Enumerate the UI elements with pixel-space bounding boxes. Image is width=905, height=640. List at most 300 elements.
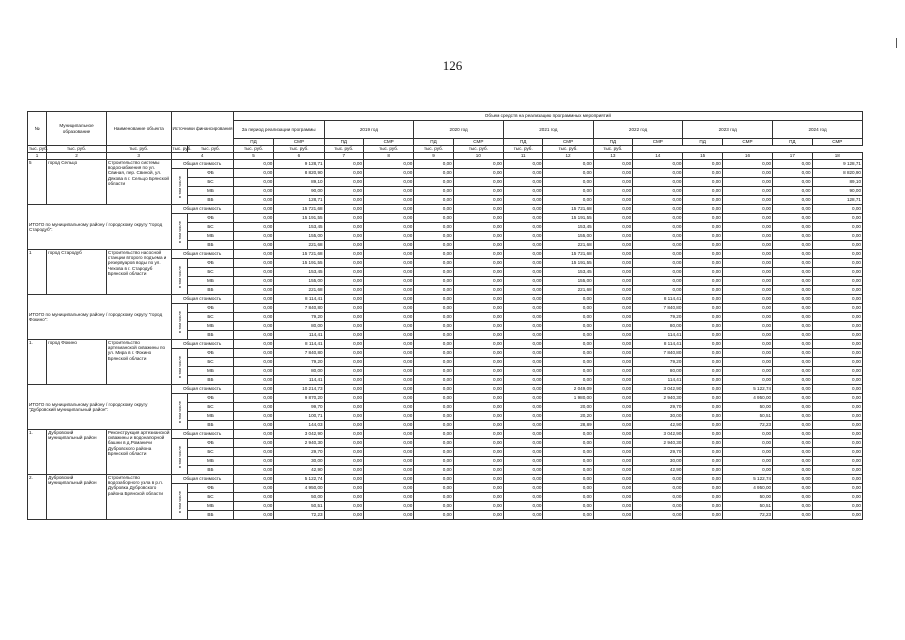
value-cell: 0,00: [683, 367, 722, 376]
value-cell: 114,41: [633, 331, 683, 340]
funding-source: МБ: [188, 232, 233, 241]
header-year-2020: 2020 год: [414, 121, 504, 139]
value-cell: 0,00: [773, 313, 812, 322]
header-year-2023: 2023 год: [683, 121, 773, 139]
value-cell: 0,00: [324, 376, 363, 385]
value-cell: 0,00: [324, 205, 363, 214]
value-cell: 0,00: [593, 367, 632, 376]
value-cell: 0,00: [233, 421, 274, 430]
value-cell: 0,00: [773, 250, 812, 259]
value-cell: 0,00: [503, 259, 542, 268]
funding-source: МБ: [188, 412, 233, 421]
value-cell: 0,00: [543, 178, 593, 187]
value-cell: 50,51: [722, 412, 772, 421]
value-cell: 0,00: [773, 367, 812, 376]
value-cell: 0,00: [364, 511, 414, 520]
table-row: [28, 250, 863, 259]
funding-source: МБ: [188, 277, 233, 286]
value-cell: 0,00: [233, 187, 274, 196]
value-cell: 0,00: [722, 232, 772, 241]
value-cell: 0,00: [453, 448, 503, 457]
value-cell: 0,00: [324, 295, 363, 304]
value-cell: 0,00: [364, 448, 414, 457]
value-cell: 0,00: [593, 484, 632, 493]
header-year-2022: 2022 год: [593, 121, 683, 139]
row-number: 1.: [28, 430, 47, 475]
value-cell: 0,00: [503, 412, 542, 421]
value-cell: 0,00: [324, 223, 363, 232]
value-cell: 0,00: [722, 457, 772, 466]
incl-label: в том числе: [171, 394, 188, 430]
value-cell: 0,00: [364, 313, 414, 322]
value-cell: 0,00: [364, 403, 414, 412]
value-cell: 89,10: [812, 178, 862, 187]
value-cell: 3 042,90: [633, 385, 683, 394]
value-cell: 8 114,41: [274, 295, 324, 304]
value-cell: 0,00: [683, 421, 722, 430]
value-cell: 0,00: [593, 268, 632, 277]
value-cell: 4 950,00: [274, 484, 324, 493]
value-cell: 0,00: [683, 277, 722, 286]
value-cell: 0,00: [233, 160, 274, 169]
funding-source: БС: [188, 223, 233, 232]
value-cell: 0,00: [414, 502, 453, 511]
total-cost-label: Общая стоимость: [171, 250, 233, 259]
value-cell: 0,00: [503, 169, 542, 178]
value-cell: 0,00: [593, 196, 632, 205]
value-cell: 0,00: [453, 259, 503, 268]
value-cell: 0,00: [722, 178, 772, 187]
value-cell: 0,00: [453, 205, 503, 214]
value-cell: 0,00: [324, 196, 363, 205]
value-cell: 4 950,00: [722, 394, 772, 403]
value-cell: 0,00: [453, 313, 503, 322]
value-cell: 0,00: [593, 466, 632, 475]
value-cell: 0,00: [364, 232, 414, 241]
value-cell: 2 940,30: [274, 439, 324, 448]
column-number: 11: [503, 153, 542, 160]
value-cell: 0,00: [633, 187, 683, 196]
header-pd: ПД: [683, 139, 722, 146]
value-cell: 0,00: [364, 187, 414, 196]
value-cell: 0,00: [364, 331, 414, 340]
value-cell: 0,00: [593, 295, 632, 304]
value-cell: 0,00: [324, 268, 363, 277]
value-cell: 0,00: [722, 259, 772, 268]
value-cell: 0,00: [453, 214, 503, 223]
value-cell: 0,00: [233, 376, 274, 385]
value-cell: 0,00: [414, 187, 453, 196]
value-cell: 0,00: [453, 304, 503, 313]
value-cell: 0,00: [453, 475, 503, 484]
funding-source: БС: [188, 493, 233, 502]
value-cell: 0,00: [683, 502, 722, 511]
value-cell: 0,00: [593, 232, 632, 241]
value-cell: 0,00: [453, 232, 503, 241]
municipality-name: Дубровский муниципальный район: [47, 475, 107, 520]
value-cell: 0,00: [812, 439, 862, 448]
value-cell: 30,00: [274, 457, 324, 466]
value-cell: 0,00: [543, 484, 593, 493]
value-cell: 0,00: [812, 394, 862, 403]
value-cell: 0,00: [683, 295, 722, 304]
value-cell: 0,00: [453, 295, 503, 304]
value-cell: 0,00: [324, 412, 363, 421]
value-cell: 0,00: [812, 250, 862, 259]
value-cell: 0,00: [414, 178, 453, 187]
value-cell: 0,00: [414, 313, 453, 322]
value-cell: 7 840,80: [274, 304, 324, 313]
table-row: [28, 160, 863, 169]
value-cell: 0,00: [773, 385, 812, 394]
value-cell: 0,00: [812, 385, 862, 394]
value-cell: 0,00: [414, 223, 453, 232]
value-cell: 0,00: [503, 286, 542, 295]
value-cell: 0,00: [593, 349, 632, 358]
header-smr: СМР: [633, 139, 683, 146]
value-cell: 0,00: [683, 385, 722, 394]
value-cell: 0,00: [633, 268, 683, 277]
value-cell: 0,00: [722, 376, 772, 385]
value-cell: 0,00: [593, 313, 632, 322]
value-cell: 15 191,55: [543, 214, 593, 223]
value-cell: 9 870,20: [274, 394, 324, 403]
value-cell: 0,00: [683, 241, 722, 250]
value-cell: 0,00: [683, 493, 722, 502]
value-cell: 0,00: [233, 466, 274, 475]
header-no: №: [28, 112, 47, 146]
value-cell: 0,00: [812, 322, 862, 331]
value-cell: 0,00: [633, 178, 683, 187]
value-cell: 0,00: [683, 250, 722, 259]
value-cell: 15 191,55: [274, 214, 324, 223]
value-cell: 0,00: [233, 214, 274, 223]
value-cell: 1 980,00: [543, 394, 593, 403]
value-cell: 0,00: [233, 322, 274, 331]
value-cell: 0,00: [414, 259, 453, 268]
municipality-name: Дубровский муниципальный район: [47, 430, 107, 475]
value-cell: 0,00: [633, 232, 683, 241]
value-cell: 0,00: [812, 493, 862, 502]
value-cell: 0,00: [722, 448, 772, 457]
column-number: 18: [812, 153, 862, 160]
value-cell: 0,00: [773, 304, 812, 313]
value-cell: 0,00: [453, 169, 503, 178]
value-cell: 2 940,30: [633, 439, 683, 448]
value-cell: 0,00: [503, 367, 542, 376]
value-cell: 15 191,55: [274, 259, 324, 268]
value-cell: 114,41: [274, 376, 324, 385]
value-cell: 0,00: [633, 475, 683, 484]
municipality-name: город Стародуб: [47, 250, 107, 295]
incl-label: в том числе: [171, 349, 188, 385]
funding-source: ВБ: [188, 241, 233, 250]
value-cell: 0,00: [503, 376, 542, 385]
funding-source: ВБ: [188, 331, 233, 340]
value-cell: 72,23: [722, 421, 772, 430]
value-cell: 0,00: [324, 511, 363, 520]
value-cell: 0,00: [503, 331, 542, 340]
total-cost-label: Общая стоимость: [171, 385, 233, 394]
value-cell: 0,00: [773, 430, 812, 439]
value-cell: 0,00: [593, 421, 632, 430]
value-cell: 0,00: [233, 511, 274, 520]
value-cell: 0,00: [453, 322, 503, 331]
value-cell: 0,00: [683, 376, 722, 385]
value-cell: 0,00: [453, 196, 503, 205]
value-cell: 0,00: [233, 313, 274, 322]
value-cell: 72,23: [274, 511, 324, 520]
value-cell: 0,00: [453, 268, 503, 277]
value-cell: 0,00: [364, 259, 414, 268]
value-cell: 0,00: [543, 466, 593, 475]
value-cell: 0,00: [233, 403, 274, 412]
value-cell: 0,00: [453, 331, 503, 340]
value-cell: 0,00: [324, 439, 363, 448]
value-cell: 90,00: [274, 187, 324, 196]
value-cell: 0,00: [324, 187, 363, 196]
header-pd: ПД: [773, 139, 812, 146]
value-cell: 0,00: [414, 304, 453, 313]
value-cell: 0,00: [722, 358, 772, 367]
value-cell: 0,00: [364, 394, 414, 403]
value-cell: 0,00: [364, 205, 414, 214]
value-cell: 0,00: [414, 412, 453, 421]
value-cell: 0,00: [812, 304, 862, 313]
value-cell: 0,00: [233, 286, 274, 295]
value-cell: 0,00: [414, 430, 453, 439]
value-cell: 79,20: [274, 313, 324, 322]
value-cell: 0,00: [503, 448, 542, 457]
header-group-title: Объем средств на реализацию программных мероприятий: [233, 112, 862, 121]
value-cell: 0,00: [593, 376, 632, 385]
value-cell: 155,00: [274, 232, 324, 241]
funding-source: БС: [188, 358, 233, 367]
value-cell: 15 721,68: [543, 205, 593, 214]
value-cell: 0,00: [503, 493, 542, 502]
value-cell: 0,00: [233, 205, 274, 214]
value-cell: 0,00: [364, 376, 414, 385]
value-cell: 221,68: [543, 286, 593, 295]
value-cell: 0,00: [722, 277, 772, 286]
value-cell: 0,00: [633, 205, 683, 214]
value-cell: 0,00: [414, 466, 453, 475]
incl-label: в том числе: [171, 259, 188, 295]
value-cell: 0,00: [503, 304, 542, 313]
value-cell: 0,00: [683, 322, 722, 331]
value-cell: 0,00: [543, 169, 593, 178]
object-name: Строительство водозаборного узла в р.п. Дубровка Дубровского района Брянской области: [106, 475, 171, 520]
header-year-2024: 2024 год: [773, 121, 863, 139]
value-cell: 0,00: [414, 277, 453, 286]
value-cell: 0,00: [722, 241, 772, 250]
value-cell: 0,00: [233, 259, 274, 268]
funding-source: БС: [188, 313, 233, 322]
value-cell: 0,00: [722, 214, 772, 223]
value-cell: 0,00: [414, 340, 453, 349]
value-cell: 0,00: [503, 223, 542, 232]
value-cell: 90,00: [812, 187, 862, 196]
value-cell: 0,00: [233, 484, 274, 493]
value-cell: 0,00: [543, 502, 593, 511]
value-cell: 0,00: [543, 313, 593, 322]
value-cell: 0,00: [233, 430, 274, 439]
value-cell: 0,00: [773, 340, 812, 349]
header-unit-row: [28, 146, 863, 153]
header-unit: тыс. руб.: [106, 146, 171, 153]
value-cell: 0,00: [683, 205, 722, 214]
value-cell: 50,51: [274, 502, 324, 511]
value-cell: 0,00: [683, 466, 722, 475]
header-smr: СМР: [722, 139, 772, 146]
value-cell: 0,00: [364, 349, 414, 358]
value-cell: 0,00: [543, 295, 593, 304]
value-cell: 0,00: [233, 241, 274, 250]
value-cell: 144,03: [274, 421, 324, 430]
value-cell: 0,00: [233, 412, 274, 421]
value-cell: 0,00: [683, 457, 722, 466]
value-cell: 0,00: [683, 484, 722, 493]
value-cell: 0,00: [773, 286, 812, 295]
municipality-name: город Фокино: [47, 340, 107, 385]
value-cell: 20,20: [543, 412, 593, 421]
value-cell: 0,00: [414, 286, 453, 295]
value-cell: 0,00: [453, 403, 503, 412]
value-cell: 0,00: [503, 295, 542, 304]
funding-source: БС: [188, 268, 233, 277]
value-cell: 7 840,80: [633, 304, 683, 313]
incl-label: в том числе: [171, 439, 188, 475]
value-cell: 0,00: [453, 484, 503, 493]
value-cell: 15 721,68: [274, 205, 324, 214]
value-cell: 8 114,41: [274, 340, 324, 349]
value-cell: 0,00: [773, 196, 812, 205]
value-cell: 0,00: [503, 178, 542, 187]
value-cell: 0,00: [593, 439, 632, 448]
incl-label: в том числе: [171, 304, 188, 340]
object-name: Строительство артезианской скважины по ул. Мира в г. Фокино Брянской области: [106, 340, 171, 385]
value-cell: 0,00: [722, 331, 772, 340]
value-cell: 0,00: [633, 511, 683, 520]
value-cell: 0,00: [414, 169, 453, 178]
value-cell: 0,00: [503, 205, 542, 214]
value-cell: 0,00: [233, 502, 274, 511]
value-cell: 0,00: [812, 421, 862, 430]
value-cell: 0,00: [773, 439, 812, 448]
value-cell: 0,00: [364, 223, 414, 232]
value-cell: 0,00: [543, 367, 593, 376]
header-smr: СМР: [453, 139, 503, 146]
value-cell: 0,00: [773, 277, 812, 286]
value-cell: 0,00: [414, 322, 453, 331]
value-cell: 0,00: [683, 223, 722, 232]
value-cell: 15 191,55: [543, 259, 593, 268]
value-cell: 0,00: [503, 241, 542, 250]
value-cell: 0,00: [364, 286, 414, 295]
value-cell: 0,00: [503, 394, 542, 403]
value-cell: 0,00: [233, 493, 274, 502]
value-cell: 80,00: [633, 322, 683, 331]
value-cell: 0,00: [773, 484, 812, 493]
value-cell: 0,00: [722, 295, 772, 304]
value-cell: 0,00: [633, 277, 683, 286]
value-cell: 0,00: [324, 169, 363, 178]
funding-source: ФБ: [188, 214, 233, 223]
value-cell: 0,00: [324, 340, 363, 349]
value-cell: 5 122,74: [722, 475, 772, 484]
value-cell: 0,00: [593, 385, 632, 394]
value-cell: 0,00: [773, 214, 812, 223]
value-cell: 0,00: [543, 475, 593, 484]
value-cell: 0,00: [812, 313, 862, 322]
value-cell: 0,00: [364, 214, 414, 223]
value-cell: 0,00: [324, 385, 363, 394]
value-cell: 0,00: [633, 250, 683, 259]
header-unit: тыс. руб.: [233, 146, 274, 153]
value-cell: 153,45: [274, 268, 324, 277]
value-cell: 0,00: [414, 484, 453, 493]
value-cell: 2 940,30: [633, 394, 683, 403]
value-cell: 0,00: [773, 331, 812, 340]
value-cell: 0,00: [364, 160, 414, 169]
value-cell: 0,00: [773, 403, 812, 412]
value-cell: 0,00: [453, 250, 503, 259]
value-cell: 0,00: [233, 232, 274, 241]
value-cell: 0,00: [503, 358, 542, 367]
value-cell: 0,00: [324, 322, 363, 331]
value-cell: 0,00: [722, 223, 772, 232]
funding-source: МБ: [188, 322, 233, 331]
value-cell: 0,00: [683, 304, 722, 313]
header-year-2019: 2019 год: [324, 121, 414, 139]
value-cell: 0,00: [503, 187, 542, 196]
total-cost-label: Общая стоимость: [171, 160, 233, 169]
header-pd: ПД: [414, 139, 453, 146]
value-cell: 0,00: [503, 349, 542, 358]
value-cell: 0,00: [324, 430, 363, 439]
funding-source: ВБ: [188, 286, 233, 295]
value-cell: 0,00: [593, 430, 632, 439]
value-cell: 0,00: [414, 331, 453, 340]
value-cell: 0,00: [683, 340, 722, 349]
funding-source: ФБ: [188, 169, 233, 178]
value-cell: 114,41: [633, 376, 683, 385]
value-cell: 0,00: [543, 439, 593, 448]
value-cell: 0,00: [773, 448, 812, 457]
value-cell: 0,00: [812, 340, 862, 349]
column-number: 8: [364, 153, 414, 160]
value-cell: 0,00: [722, 169, 772, 178]
value-cell: 30,00: [633, 412, 683, 421]
value-cell: 0,00: [233, 448, 274, 457]
value-cell: 0,00: [593, 412, 632, 421]
value-cell: 0,00: [453, 187, 503, 196]
value-cell: 5 122,74: [722, 385, 772, 394]
value-cell: 0,00: [773, 412, 812, 421]
value-cell: 0,00: [543, 304, 593, 313]
row-number: 5: [28, 160, 47, 205]
value-cell: 0,00: [722, 187, 772, 196]
funding-source: ВБ: [188, 466, 233, 475]
value-cell: 0,00: [414, 232, 453, 241]
value-cell: 0,00: [722, 430, 772, 439]
funding-source: БС: [188, 403, 233, 412]
value-cell: 0,00: [364, 439, 414, 448]
value-cell: 99,70: [274, 403, 324, 412]
value-cell: 0,00: [503, 439, 542, 448]
value-cell: 0,00: [503, 313, 542, 322]
value-cell: 0,00: [812, 484, 862, 493]
